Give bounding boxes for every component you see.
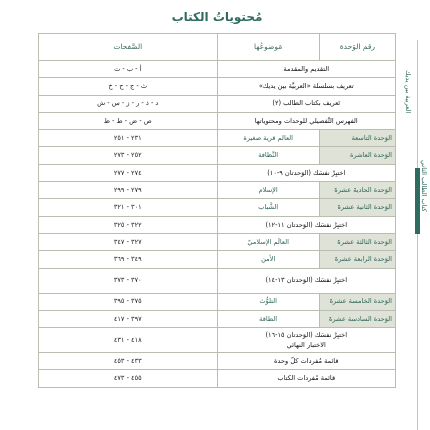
table-row (39, 147, 396, 164)
table-row (39, 61, 396, 78)
topic-cell: العالم قرية صغيرة (217, 130, 319, 147)
pages-cell: ث - ج - ح - خ (39, 78, 218, 95)
pages-cell: ٣٢٢ - ٣٢٥ (39, 216, 218, 233)
header-unit-number: رقم الوَحدة (319, 34, 395, 61)
pages-cell: أ - ب - ت (39, 61, 218, 78)
pages-cell: ٤٥٥ - ٤٧٣ (39, 370, 218, 387)
section-cell (217, 61, 395, 78)
topic-cell: الإسلام (217, 182, 319, 199)
section-label: اختبِرْ نفسَك (الوَحدتان ١٥-١٦) (265, 331, 348, 340)
section-cell (217, 328, 395, 353)
table-row (39, 233, 396, 250)
table-row (39, 370, 396, 387)
unit-cell: الوَحدة الثالثة عشرةَ (319, 233, 395, 250)
unit-cell: الوَحدة الثانية عشرةَ (319, 199, 395, 216)
unit-cell: الوَحدة الرابعة عشرةَ (319, 251, 395, 268)
section-label: اختبِرْ نفسَك (الوَحدتان ١٣-١٤) (265, 276, 348, 285)
pages-cell: ٣٧٥ - ٣٩٥ (39, 293, 218, 310)
side-book-title: كتاب الطالب الثاني (420, 160, 428, 212)
topic-cell: الأمن (217, 251, 319, 268)
pages-cell: ٢٧٩ - ٢٩٩ (39, 182, 218, 199)
section-label-secondary: الاختبار النهائي (286, 340, 326, 349)
topic-cell: التلوُّث (217, 293, 319, 310)
section-label: اختبِرْ نفسَك (الوَحدتان ٩-١٠) (267, 168, 346, 177)
pages-cell: ٣٢٧ - ٣٤٧ (39, 233, 218, 250)
side-series-title: العربية بين يديك (404, 70, 412, 114)
header-topic: مَوضوعُها (217, 34, 319, 61)
table-row (39, 293, 396, 310)
table-row (39, 78, 396, 95)
table-row (39, 182, 396, 199)
pages-cell: ٣٧٠ - ٣٧٣ (39, 268, 218, 293)
pages-cell: ٢٣١ - ٢٥١ (39, 130, 218, 147)
table-row (39, 199, 396, 216)
section-cell (217, 95, 395, 112)
table-row (39, 130, 396, 147)
pages-cell: ص - ض - ط - ظ (39, 112, 218, 129)
table-row (39, 164, 396, 181)
pages-cell: د - ذ - ر - ز - س - ش (39, 95, 218, 112)
pages-cell: ٤٣٣ - ٤٥٣ (39, 353, 218, 370)
side-rule (417, 40, 418, 430)
table-row (39, 328, 396, 353)
table-row (39, 95, 396, 112)
section-label: اختبِرْ نفسَك (الوَحدتان ١١-١٢) (265, 220, 348, 229)
table-row (39, 310, 396, 327)
section-label: تَعريف بكتاب الطالب (٢) (272, 99, 341, 108)
pages-cell: ٢٥٢ - ٢٧٣ (39, 147, 218, 164)
pages-cell: ٣٩٧ - ٤١٧ (39, 310, 218, 327)
topic-cell: الشَّباب (217, 199, 319, 216)
table-row (39, 268, 396, 293)
unit-cell: الوَحدة الحاديةَ عشرةَ (319, 182, 395, 199)
unit-cell: الوَحدة السادسة عشرةَ (319, 310, 395, 327)
section-cell (217, 164, 395, 181)
topic-cell: النَّظافة (217, 147, 319, 164)
header-pages: الصَّفحات (39, 34, 218, 61)
unit-cell: الوَحدة الخامسة عشرةَ (319, 293, 395, 310)
table-row (39, 353, 396, 370)
pages-cell: ٣٠١ - ٣٢١ (39, 199, 218, 216)
section-cell (217, 268, 395, 293)
section-cell (217, 216, 395, 233)
table-row (39, 216, 396, 233)
section-label: تعريف بسلسلة «العربيَّة بين يديك» (258, 82, 354, 91)
topic-cell: الطاقة (217, 310, 319, 327)
contents-table (38, 33, 396, 388)
page-title: مُحتوياتُ الكتاب (171, 10, 263, 24)
unit-cell: الوَحدة العاشرة (319, 147, 395, 164)
section-label: التقديم والمقدمة (283, 64, 330, 73)
section-cell (217, 112, 395, 129)
unit-cell: الوَحدة التاسعة (319, 130, 395, 147)
table-header-row (39, 34, 396, 61)
table-body (39, 61, 396, 388)
side-strip (400, 40, 430, 430)
pages-cell: ٢٧٤ - ٢٧٧ (39, 164, 218, 181)
topic-cell: العالَم الإسلاميّ (217, 233, 319, 250)
section-label: قائمة مُفردات الكتاب (277, 374, 336, 383)
table-row (39, 251, 396, 268)
table-row (39, 112, 396, 129)
pages-cell: ٤١٨ - ٤٣١ (39, 328, 218, 353)
pages-cell: ٣٤٩ - ٣٦٩ (39, 251, 218, 268)
section-cell (217, 78, 395, 95)
section-label: الفهرس التَّفصيلي للوحدات ومحتوياتها (254, 116, 358, 125)
section-label: قائمة مُفردات كلّ وحدة (274, 357, 339, 365)
section-cell (217, 370, 395, 387)
section-cell (217, 353, 395, 370)
